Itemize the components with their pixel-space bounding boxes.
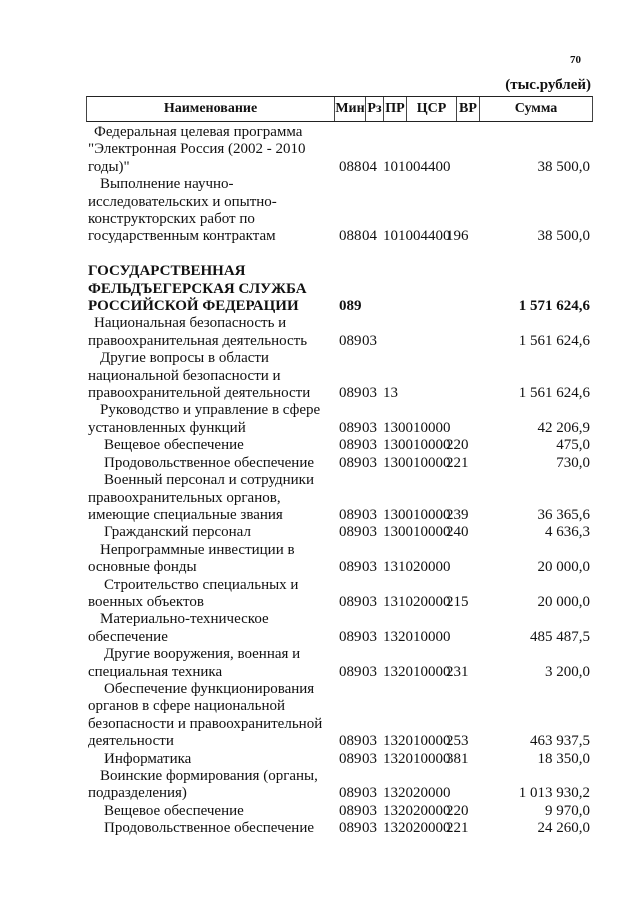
row-sum: 1 561 624,6: [518, 385, 590, 402]
row-name: Гражданский персонал: [104, 524, 251, 541]
row-name: Информатика: [104, 750, 192, 767]
row-rz: 03: [362, 802, 377, 819]
row-pr: 10: [383, 228, 398, 245]
row-sum: 36 365,6: [537, 506, 590, 523]
row-sum: 730,0: [556, 454, 590, 471]
row-rz: 03: [362, 524, 377, 541]
row-sum: 1 571 624,6: [518, 298, 590, 315]
row-sum: 38 500,0: [537, 228, 590, 245]
row-sum: 475,0: [556, 437, 590, 454]
row-sum: 20 000,0: [537, 559, 590, 576]
row-name: Вещевое обеспечение: [104, 802, 244, 819]
page-number: 70: [570, 54, 581, 66]
row-pr: 13: [383, 506, 398, 523]
table-row: [88, 437, 593, 454]
row-name: Материально-техническое обеспечение: [88, 611, 269, 645]
row-rz: 04: [362, 228, 377, 245]
row-vr: 381: [446, 750, 469, 767]
row-min: 088: [339, 228, 362, 245]
row-name: Обеспечение функционирования органов в сфере национальной безопасности и правоохранительной деятельности: [88, 680, 323, 750]
table-row: [88, 768, 593, 803]
row-csr: 0010000: [398, 454, 451, 471]
row-pr: 13: [383, 593, 398, 610]
row-csr: 2010000: [398, 733, 451, 750]
table-row: [88, 455, 593, 472]
header-name: Наименование: [163, 101, 258, 116]
table-row: [88, 646, 593, 681]
row-pr: 13: [383, 628, 398, 645]
row-vr: 215: [446, 593, 469, 610]
row-vr: 253: [446, 733, 469, 750]
row-pr: 13: [383, 802, 398, 819]
row-pr: 13: [383, 820, 398, 837]
row-csr: 0010000: [398, 506, 451, 523]
table-row: [88, 263, 593, 315]
row-pr: 13: [383, 733, 398, 750]
row-name: Федеральная целевая программа "Электронная Россия (2002 - 2010 годы)": [88, 124, 306, 175]
row-name: Продовольственное обеспечение: [104, 454, 314, 471]
table-row: [88, 751, 593, 768]
header-pr: ПР: [383, 97, 406, 121]
row-sum: 4 636,3: [545, 524, 590, 541]
row-rz: 03: [362, 419, 377, 436]
row-csr: 1004400: [398, 158, 451, 175]
row-sum: 485 487,5: [530, 628, 590, 645]
table-row: [88, 681, 593, 751]
row-min: 089: [339, 820, 362, 837]
row-min: 089: [339, 506, 362, 523]
row-min: 089: [339, 750, 362, 767]
row-name: Выполнение научно- исследовательских и опытно- конструкторских работ по государственным контрактам: [88, 176, 277, 245]
row-rz: 04: [362, 158, 377, 175]
row-name: Руководство и управление в сфере установленных функций: [88, 402, 321, 436]
row-csr: 0010000: [398, 524, 451, 541]
row-min: 089: [339, 524, 362, 541]
header-sum: Сумма: [479, 97, 592, 121]
row-min: 089: [339, 385, 362, 402]
table-row: [88, 350, 593, 402]
row-rz: 03: [362, 628, 377, 645]
row-sum: 42 206,9: [537, 419, 590, 436]
row-sum: 38 500,0: [537, 158, 590, 175]
row-sum: 9 970,0: [545, 802, 590, 819]
row-min: 089: [339, 298, 362, 315]
row-csr: 1004400: [398, 228, 451, 245]
row-min: 089: [339, 802, 362, 819]
row-min: 088: [339, 158, 362, 175]
row-csr: 2010000: [398, 750, 451, 767]
row-name: Продовольственное обеспечение: [104, 820, 314, 837]
row-name: Другие вопросы в области национальной безопасности и правоохранительной деятельности: [88, 350, 311, 402]
row-name: Национальная безопасность и правоохранительная деятельность: [88, 315, 308, 349]
row-vr: 220: [446, 802, 469, 819]
row-name: Строительство специальных и военных объектов: [88, 576, 299, 610]
header-csr: ЦСР: [406, 97, 456, 121]
row-min: 089: [339, 593, 362, 610]
row-csr: 2010000: [398, 628, 451, 645]
row-pr: 13: [383, 437, 398, 454]
row-name: ГОСУДАРСТВЕННАЯ ФЕЛЬДЪЕГЕРСКАЯ СЛУЖБА РОССИЙСКОЙ ФЕДЕРАЦИИ: [88, 263, 307, 315]
row-name: Военный персонал и сотрудники правоохранительных органов, имеющие специальные звания: [88, 472, 314, 523]
row-pr: 13: [383, 750, 398, 767]
table-row: [88, 315, 593, 350]
row-min: 089: [339, 559, 362, 576]
table-row: [88, 176, 593, 246]
row-csr: 2020000: [398, 802, 451, 819]
row-sum: 1 561 624,6: [518, 332, 590, 349]
table-header: [86, 96, 593, 122]
row-sum: 3 200,0: [545, 663, 590, 680]
row-rz: 03: [362, 785, 377, 802]
table-body: [88, 124, 593, 838]
row-min: 089: [339, 628, 362, 645]
row-pr: 13: [383, 663, 398, 680]
row-sum: 18 350,0: [537, 750, 590, 767]
row-min: 089: [339, 663, 362, 680]
units-label: (тыс.рублей): [505, 77, 591, 93]
row-rz: 03: [362, 454, 377, 471]
row-vr: 221: [446, 820, 469, 837]
table-row: [88, 820, 593, 837]
table-row: [88, 524, 593, 541]
row-rz: 03: [362, 593, 377, 610]
row-pr: 13: [383, 385, 398, 402]
row-name: Воинские формирования (органы, подразделения): [88, 768, 318, 802]
table-row: [88, 803, 593, 820]
row-pr: 13: [383, 524, 398, 541]
row-min: 089: [339, 437, 362, 454]
row-min: 089: [339, 785, 362, 802]
row-vr: 231: [446, 663, 469, 680]
row-csr: 0010000: [398, 437, 451, 454]
row-sum: 1 013 930,2: [518, 785, 590, 802]
table-row: [88, 611, 593, 646]
row-rz: 03: [362, 559, 377, 576]
row-rz: 03: [362, 506, 377, 523]
table-row: [88, 577, 593, 612]
row-rz: 03: [362, 820, 377, 837]
row-vr: 239: [446, 506, 469, 523]
row-min: 089: [339, 419, 362, 436]
row-min: 089: [339, 733, 362, 750]
table-row: [88, 402, 593, 437]
row-rz: 03: [362, 385, 377, 402]
row-rz: 03: [362, 332, 377, 349]
header-rz: Рз: [365, 97, 383, 121]
row-rz: 03: [362, 750, 377, 767]
row-sum: 463 937,5: [530, 733, 590, 750]
row-csr: 2010000: [398, 663, 451, 680]
row-sum: 24 260,0: [537, 820, 590, 837]
row-rz: 03: [362, 663, 377, 680]
row-pr: 13: [383, 454, 398, 471]
table-row: [88, 542, 593, 577]
row-min: 089: [339, 332, 362, 349]
table-row: [88, 124, 593, 176]
table-row: [88, 472, 593, 524]
row-csr: 0010000: [398, 419, 451, 436]
row-vr: 220: [446, 437, 469, 454]
header-vr: ВР: [456, 97, 479, 121]
row-sum: 20 000,0: [537, 593, 590, 610]
row-min: 089: [339, 454, 362, 471]
header-min: Мин: [334, 97, 365, 121]
row-vr: 221: [446, 454, 469, 471]
row-pr: 13: [383, 419, 398, 436]
row-name: Другие вооружения, военная и специальная техника: [88, 646, 301, 680]
row-csr: 2020000: [398, 785, 451, 802]
row-vr: 240: [446, 524, 469, 541]
row-csr: 1020000: [398, 559, 451, 576]
row-name: Вещевое обеспечение: [104, 437, 244, 454]
row-pr: 10: [383, 158, 398, 175]
row-vr: 196: [446, 228, 469, 245]
row-name: Непрограммные инвестиции в основные фонды: [88, 541, 295, 576]
row-pr: 13: [383, 559, 398, 576]
row-rz: 03: [362, 733, 377, 750]
row-rz: 03: [362, 437, 377, 454]
row-pr: 13: [383, 785, 398, 802]
row-csr: 1020000: [398, 593, 451, 610]
row-csr: 2020000: [398, 820, 451, 837]
